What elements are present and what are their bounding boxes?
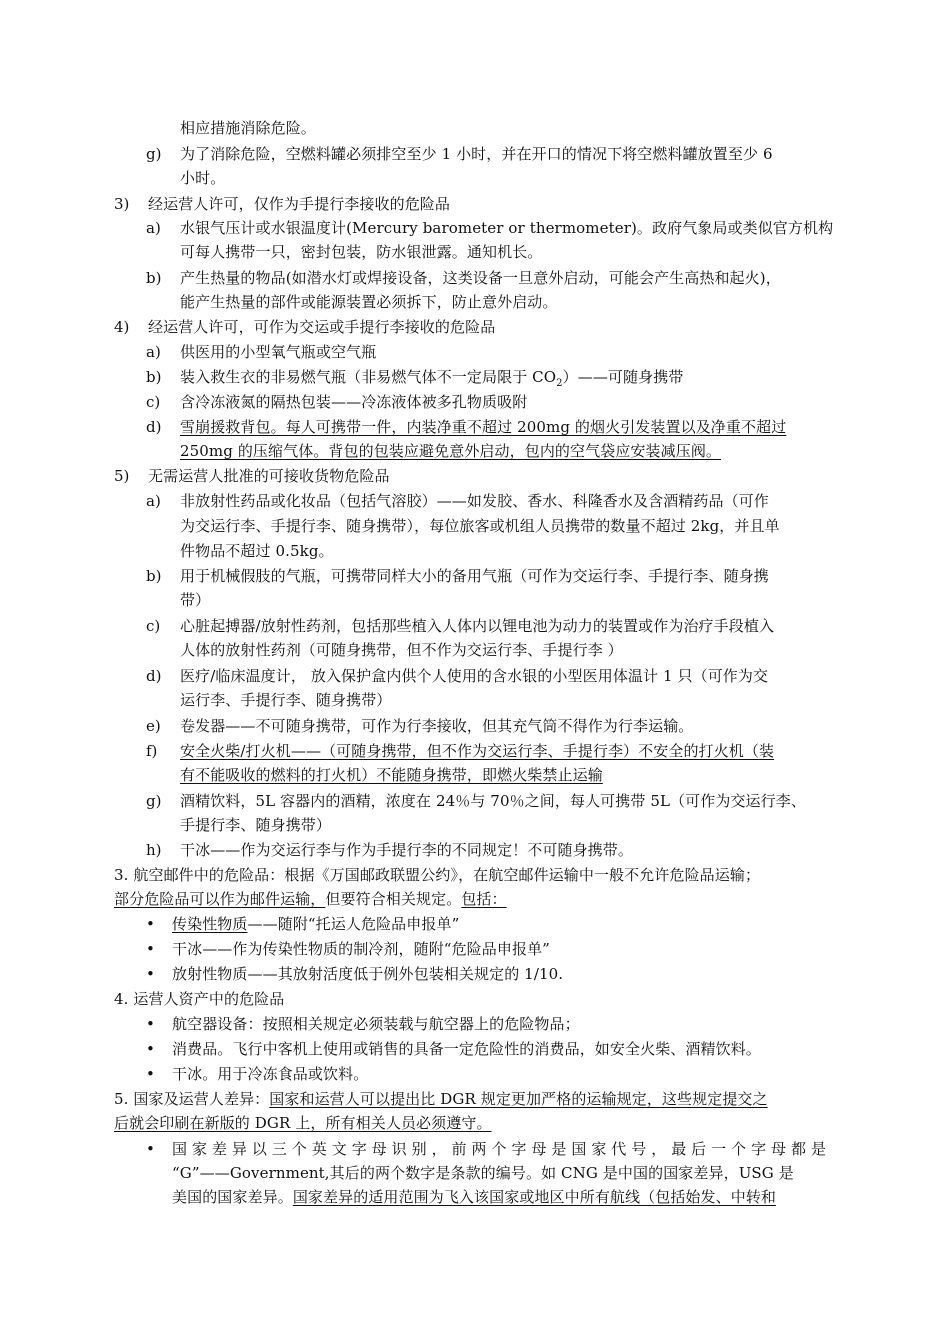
underlined-run: 包括： [461,890,507,908]
underlined-text-line: 有不能吸收的燃料的打火机）不能随身携带，即燃火柴禁止运输 [180,766,603,784]
bullet-icon: • [146,1040,155,1058]
item-label: g) [146,792,162,810]
section-label: 5) [114,467,130,485]
text-line [172,914,459,934]
bullet-icon: • [146,1015,155,1033]
item-label: a) [146,219,161,237]
text-line: 可每人携带一只，密封包装，防水银泄露。通知机长。 [180,243,543,261]
text-line: 带） [180,591,211,609]
text-line: 含冷冻液氮的隔热包装——冷冻液体被多孔物质吸附 [180,393,528,411]
section-title: 无需运营人批准的可接收货物危险品 [148,467,390,485]
text-run: ——随附“托运人危险品申报单” [247,915,460,933]
underlined-text-line: 安全火柴/打火机——（可随身携带，但不作为交运行李、手提行李）不安全的打火机（装 [180,742,775,760]
item-label: f) [146,742,158,760]
underlined-run: 传染性物质 [172,915,248,933]
text-line [172,1187,776,1207]
bullet-icon: • [146,965,155,983]
text-line: 国 家 差 异 以 三 个 英 文 字 母 识 别 ， 前 两 个 字 母 是 国 家 代 号 ， 最 后 一 个 字 母 都 是 [172,1140,827,1158]
text-line: 人体的放射性药剂（可随身携带，但不作为交运行李、手提行李 ） [180,641,623,659]
text-line [114,1089,768,1109]
text-line: 用于机械假肢的气瓶，可携带同样大小的备用气瓶（可作为交运行李、手提行李、随身携 [180,567,769,585]
item-label: g) [146,145,162,163]
text-run: 但要符合相关规定。 [325,890,462,908]
item-label: e) [146,717,161,735]
text-line: 干冰。用于冷冻食品或饮料。 [172,1065,369,1083]
text-line: 3. 航空邮件中的危险品：根据《万国邮政联盟公约》，在航空邮件运输中一般不允许危险品运输； [114,866,761,884]
text-line: 为了消除危险，空燃料罐必须排空至少 1 小时，并在开口的情况下将空燃料罐放置至少 6 [180,145,773,163]
item-label: c) [146,617,161,635]
underlined-run: 国家差异的适用范围为飞入该国家或地区中所有航线（包括始发、中转和 [292,1188,777,1206]
text-line: 手提行李、随身携带） [180,816,332,834]
underlined-text-line: 雪崩援救背包。每人可携带一件，内装净重不超过 200mg 的烟火引发装置以及净重不超过 [180,418,787,436]
text-line: 航空器设备：按照相关规定必须装载与航空器上的危险物品； [172,1015,580,1033]
text-line [180,367,683,394]
bullet-icon: • [146,1065,155,1083]
item-label: b) [146,567,162,585]
underlined-run: 国家和运营人可以提出比 DGR 规定更加严格的运输规定，这些规定提交之 [269,1090,768,1108]
text-run: 5. 国家及运营人差异： [114,1090,270,1108]
item-label: d) [146,418,162,436]
section-label: 4) [114,318,130,336]
item-label: b) [146,269,162,287]
section-title: 经运营人许可，仅作为手提行李接收的危险品 [148,195,451,213]
bullet-icon: • [146,1140,155,1158]
text-line: 酒精饮料，5L 容器内的酒精，浓度在 24％与 70％之间，每人可携带 5L（可作为交运行李、 [180,792,806,810]
underlined-text-line: 后就会印刷在新版的 DGR 上，所有相关人员必须遵守。 [114,1114,492,1132]
section-title: 4. 运营人资产中的危险品 [114,990,285,1008]
text-line [114,889,507,909]
text-line: 水银气压计或水银温度计(Mercury barometer or thermometer)。政府气象局或类似官方机构 [180,219,834,237]
text-line: 卷发器——不可随身携带，可作为行李接收，但其充气筒不得作为行李运输。 [180,717,694,735]
bullet-icon: • [146,940,155,958]
text-run: ）——可随身携带 [562,368,684,386]
item-label: a) [146,343,161,361]
text-line: 非放射性药品或化妆品（包括气溶胶）——如发胶、香水、科隆香水及含酒精药品（可作 [180,492,769,510]
text-line: 小时。 [180,169,226,187]
underlined-run: 部分危险品可以作为邮件运输， [114,890,326,908]
item-label: b) [146,368,162,386]
subscript: 2 [556,378,563,389]
text-line: 供医用的小型氧气瓶或空气瓶 [180,343,377,361]
item-label: c) [146,393,161,411]
item-label: a) [146,492,161,510]
text-line: 医疗/临床温度计， 放入保护盒内供个人使用的含水银的小型医用体温计 1 只（可作为交 [180,667,769,685]
item-label: h) [146,841,162,859]
underlined-text-line: 250mg 的压缩气体。背包的包装应避免意外启动，包内的空气袋应安装减压阀。 [180,442,722,460]
text-line: “G”——Government,其后的两个数字是条款的编号。如 CNG 是中国的国家差异，USG 是 [172,1164,794,1182]
text-run: 装入救生衣的非易燃气瓶（非易燃气体不一定局限于 CO [180,368,557,386]
text-line: 心脏起搏器/放射性药剂，包括那些植入人体内以锂电池为动力的装置或作为治疗手段植入 [180,617,775,635]
text-line: 放射性物质——其放射活度低于例外包装相关规定的 1/10. [172,965,564,983]
text-line: 运行李、手提行李、随身携带） [180,691,392,709]
text-run: 美国的国家差异。 [172,1188,293,1206]
section-label: 3) [114,195,130,213]
text-line: 相应措施消除危险。 [180,119,316,137]
text-line: 产生热量的物品(如潜水灯或焊接设备，这类设备一旦意外启动，可能会产生高热和起火)， [180,269,781,287]
item-label: d) [146,667,162,685]
text-line: 能产生热量的部件或能源装置必须拆下，防止意外启动。 [180,293,558,311]
text-line: 干冰——作为传染性物质的制冷剂，随附“危险品申报单” [172,940,550,958]
section-title: 经运营人许可，可作为交运或手提行李接收的危险品 [148,318,496,336]
text-line: 消费品。飞行中客机上使用或销售的具备一定危险性的消费品，如安全火柴、酒精饮料。 [172,1040,761,1058]
bullet-icon: • [146,915,155,933]
text-line: 件物品不超过 0.5kg。 [180,542,334,560]
text-line: 为交运行李、手提行李、随身携带），每位旅客或机组人员携带的数量不超过 2kg，并且单 [180,517,780,535]
text-line: 干冰——作为交运行李与作为手提行李的不同规定！不可随身携带。 [180,841,634,859]
